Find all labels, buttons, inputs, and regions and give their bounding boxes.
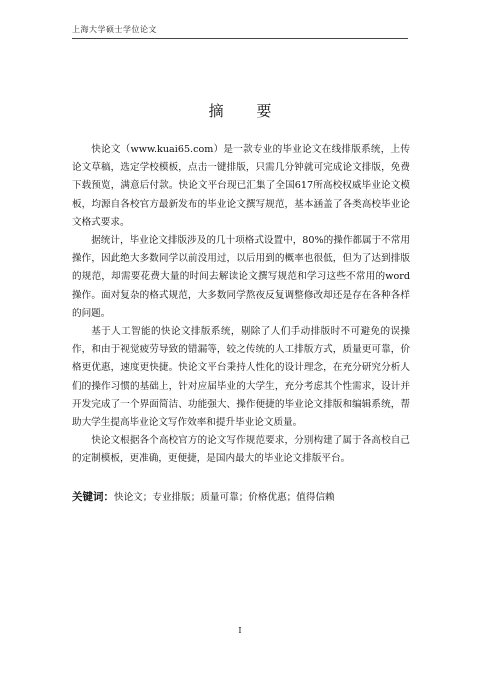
abstract-paragraph: 快论文（www.kuai65.com）是一款专业的毕业论文在线排版系统，上传论文草稿，选定学校模板，点击一键排版，只需几分钟就可完成论文排版，免费下载预览，满意后付款。快论文平台现已汇集了全国617所高校权威毕业论文模板，均源自各校官方最新发布的毕业论文撰写规范，基本涵盖了各类高校毕业论文格式要求。 [72, 144, 410, 228]
abstract-body [72, 141, 410, 469]
keywords-line [72, 488, 410, 507]
header-rule [72, 38, 408, 39]
abstract-paragraph: 快论文根据各个高校官方的论文写作规范要求，分别构建了属于各高校自己的定制模板，更准确，更便捷，是国内最大的毕业论文排版平台。 [72, 435, 410, 465]
keywords-label: 关键词： [72, 491, 114, 503]
page-number: I [238, 626, 242, 635]
abstract-title: 摘 要 [208, 102, 286, 120]
abstract-paragraph: 基于人工智能的快论文排版系统，剔除了人们手动排版时不可避免的误操作，和由于视觉疲劳导致的错漏等，较之传统的人工排版方式，质量更可靠，价格更优惠，速度更快捷。快论文平台秉持人性化的设计理念，在充分研究分析人们的操作习惯的基础上，针对应届毕业的大学生，充分考虑其个性需求，设计并开发完成了一个界面简洁、功能强大、操作便捷的毕业论文排版和编辑系统，帮助大学生提高毕业论文写作效率和提升毕业论文质量。 [72, 326, 410, 429]
running-header: 上海大学硕士学位论文 [72, 25, 157, 34]
keywords-text: 快论文；专业排版；质量可靠；价格优惠；值得信赖 [114, 492, 335, 503]
abstract-paragraph: 据统计，毕业论文排版涉及的几十项格式设置中，80%的操作都属于不常用操作，因此绝大多数同学以前没用过，以后用到的概率也很低，但为了达到排版的规范，却需要花费大量的时间去解读论文撰写规范和学习这些不常用的word操作。面对复杂的格式规范，大多数同学熬夜反复调整修改却还是存在各种各样的问题。 [72, 235, 410, 319]
